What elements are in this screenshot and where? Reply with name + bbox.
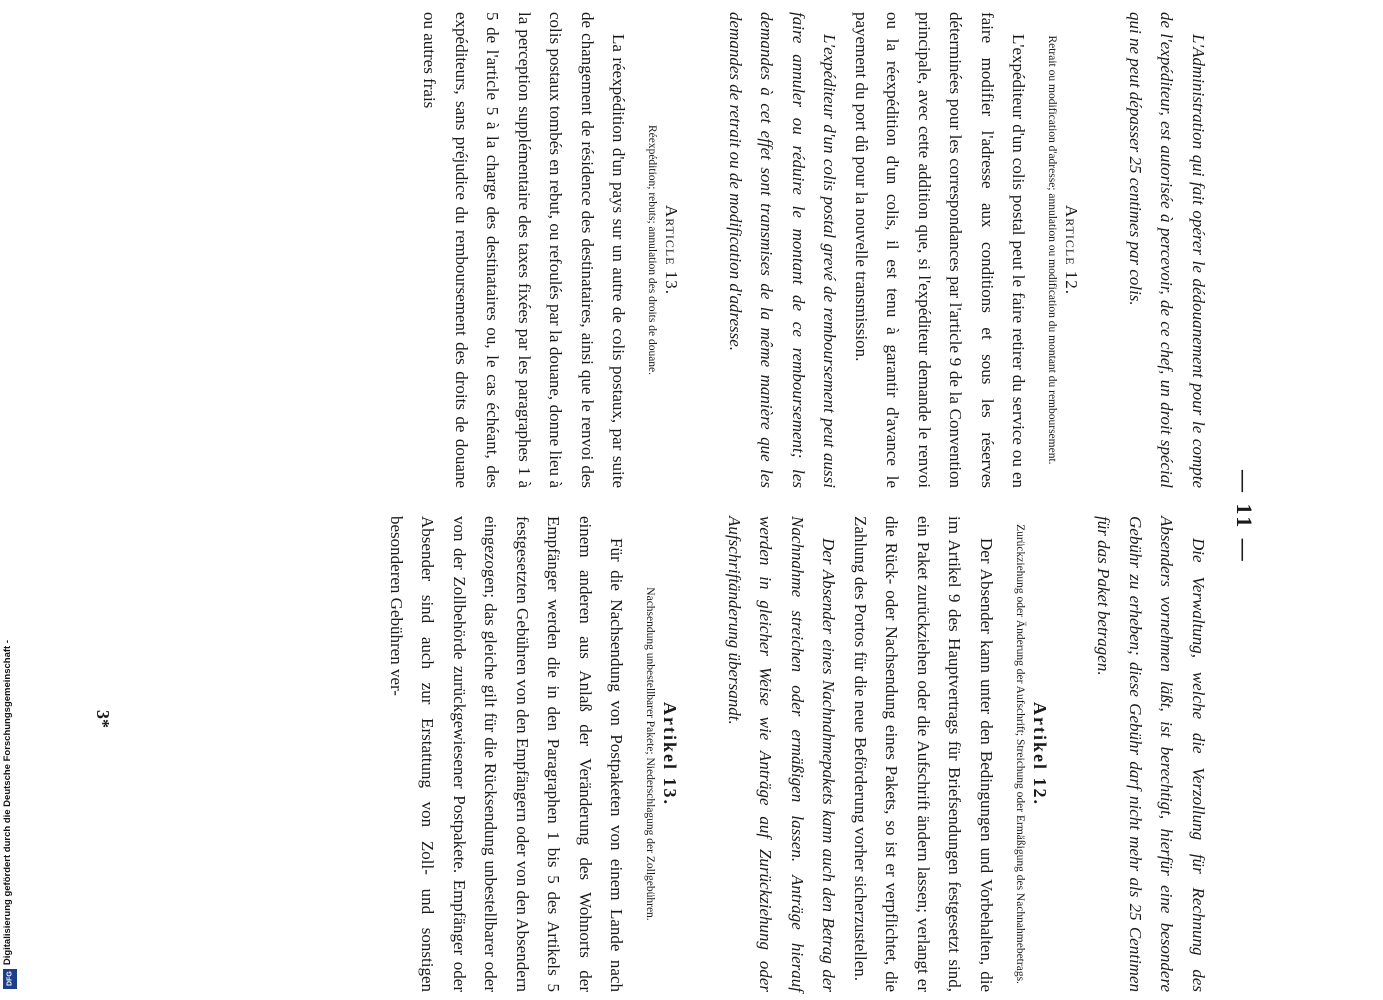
fr-article-13-title: Article 13. xyxy=(662,204,682,296)
fr-article-12-paragraph-1: L'expéditeur d'un colis postal peut le faire retirer du service ou en faire modifier l'adresse aux conditions et sous les réserves déterminées pour les correspondances par l'article 9 de la Convention principale, avec cette addition que, si l'expéditeur demande le renvoi ou la réexpédition d'un colis, il est tenu à garantir d'avance le payement du port dû pour la nouvelle transmission. xyxy=(852,12,1029,488)
fr-article-13-paragraph-1: La réexpédition d'un pays sur un autre de colis postaux, par suite de changement de résidence des destinataires, ainsi que le renvoi des colis postaux tombés en rebut, ou refoulés par la douane, donne lieu à la perception supplémentaire des taxes fixées par les paragraphes 1 à 5 de l'article 5 à la charge des destinataires ou, le cas échéant, des expéditeurs, sans préjudice du remboursement des droits de douane ou autres frais xyxy=(420,12,629,488)
fr-article-12-paragraph-2: L'expéditeur d'un colis postal grevé de remboursement peut aussi faire annuler ou réduire le montant de ce remboursement; les demandes à cet effet sont transmises de la même manière que les demandes de retrait ou de modification d'adresse. xyxy=(726,12,840,488)
column-french xyxy=(381,12,1229,488)
fr-intro-paragraph: L'Administration qui fait opérer le dédouanement pour le compte de l'expéditeur, est autorisée à percevoir, de ce chef, un droit spécial qui ne peut dépasser 25 centimes par colis. xyxy=(1126,12,1208,488)
de-article-12-paragraph-1: Der Absender kann unter den Bedingungen und Vorbehalten, die im Artikel 9 des Hauptvertrags für Briefsendungen festgesetzt sind, ein Paket zurückziehen oder die Aufschrift ändern lassen; verlangt er die Rück- oder Nachsendung eines Pakets, so ist er verpflichtet, die Zahlung des Portos für die neue Beförderung vorher sicherzustellen. xyxy=(851,516,996,992)
fr-article-12-title: Article 12. xyxy=(1062,204,1082,296)
de-article-13-paragraph-1: Für die Nachsendung von Postpaketen von einem Lande nach einem anderen aus Anlaß der Veränderung des Wohnorts der Empfänger werden die in den Paragraphen 1 bis 5 des Artikels 5 festgesetzten Gebühren von den Empfängern oder von den Absendern eingezogen; das gleiche gilt für die Rücksendung unbestellbarer oder von der Zollbehörde zurückgewiesener Postpakete. Empfänger oder Absender sind auch zur Erstattung von Zoll- und sonstigen besonderen Gebühren ver- xyxy=(387,516,627,992)
digitization-sidebar xyxy=(2,605,20,995)
de-article-12-paragraph-2: Der Absender eines Nachnahmepakets kann auch den Betrag der Nachnahme streichen oder ermäßigen lassen. Anträge hierauf werden in gleicher Weise wie Anträge auf Zurückziehung oder Aufschriftänderung übersandt. xyxy=(725,516,839,992)
de-intro-paragraph: Die Verwaltung, welche die Verzollung für Rechnung des Absenders vornehmen läßt, ist berechtigt, hierfür eine besondere Gebühr zu erheben; diese Gebühr darf nicht mehr als 25 Centimen für das Paket betragen. xyxy=(1094,516,1208,992)
rotated-text-body xyxy=(381,12,1229,992)
de-article-12-subtitle: Zurückziehung oder Änderung der Aufschrift; Streichung oder Ermäßigung des Nachnahmebetrags. xyxy=(1014,524,1026,984)
fr-article-13-subtitle: Réexpédition; rebuts; annulation des droits de douane. xyxy=(646,124,659,376)
digitization-credit: Digitalisierung gefördert durch die Deutsche Forschungsgemeinschaft - xyxy=(2,639,13,965)
signature-mark: 3* xyxy=(93,710,113,728)
page-number: — 11 — xyxy=(1232,470,1257,564)
column-german xyxy=(381,516,1229,992)
fr-article-12-subtitle: Retrait ou modification d'adresse; annulation ou modification du montant du remboursement. xyxy=(1046,35,1059,465)
de-article-13-title: Artikel 13. xyxy=(660,702,681,806)
dfg-logo-icon: DFG xyxy=(3,969,17,989)
de-article-12-title: Artikel 12. xyxy=(1030,702,1050,806)
de-article-13-subtitle: Nachsendung unbestellbarer Pakete; Niederschlagung der Zollgebühren. xyxy=(644,587,657,921)
two-column-layout xyxy=(381,12,1229,992)
